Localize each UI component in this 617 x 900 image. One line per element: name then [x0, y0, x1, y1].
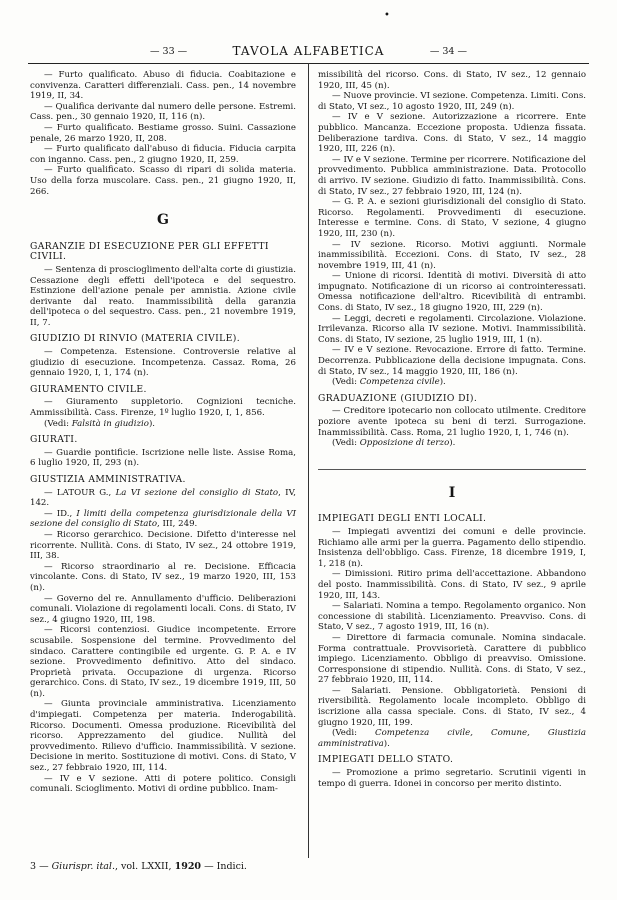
headword-garanzie: GARANZIE DI ESECUZIONE PER GLI EFFETTI CIVILI.	[30, 240, 269, 263]
headword-giustizia-amministrativa: GIUSTIZIA AMMINISTRATIVA.	[30, 474, 186, 485]
printer-dot: •	[384, 10, 390, 21]
index-entry: — Giunta provinciale amministrativa. Licenziamento d'impiegati. Competenza per materia. Inderogabilità. Ricorso. Documenti. Omessa produzione. Ricevibilità del ricorso. Apprezzamento del giudice. Nullità del provvedimento. Rilievo d'ufficio. Inammissibilità. V sezione. Decisione in merito. Sostituzione di motivi. Cons. di Stato, V sez., 27 febbraio 1920, III, 114.	[30, 699, 296, 774]
index-entry: — Sentenza di proscioglimento dell'alta corte di giustizia. Cessazione degli effetti dell'ipoteca e del sequestro. Estinzione dell'azione penale per amnistia. Azione civile derivante dal reato. Inammissibilità della garanzia dell'ipoteca o del sequestro. Cass. pen., 21 novembre 1919, II, 7.	[30, 264, 296, 328]
headword-graduazione: GRADUAZIONE (GIUDIZIO DI).	[318, 392, 478, 404]
index-entry: — ID., I limiti della competenza giurisdizionale della VI sezione del consiglio di Stato, III, 249.	[30, 508, 297, 530]
headword-giudizio-rinvio: GIUDIZIO DI RINVIO (MATERIA CIVILE).	[30, 333, 241, 345]
index-entry: — IV e V sezione. Atti di potere politico. Consigli comunali. Scioglimento. Motivi di ordine pubblico. Inam-	[30, 773, 296, 795]
index-entry: — Furto qualificato. Bestiame grosso. Suini. Cassazione penale, 26 marzo 1920, II, 208.	[30, 122, 296, 144]
index-entry: — Qualifica derivante dal numero delle persone. Estremi. Cass. pen., 30 gennaio 1920, II, 116 (n).	[30, 101, 296, 123]
index-entry: — Direttore di farmacia comunale. Nomina sindacale. Forma contrattuale. Provvisorietà. Carattere di pubblico impiego. Licenziamento. Obbligo di preavviso. Omissione. Corresponsione di stipendio. Nullità. Cons. di Stato, V sez., 27 febbraio 1920, III, 114.	[318, 632, 586, 686]
cross-reference: (Vedi: Competenza civile, Comune, Giustizia amministrativa).	[318, 728, 586, 749]
index-entry: — IV e V sezione. Autorizzazione a ricorrere. Ente pubblico. Mancanza. Eccezione proposta. Udienza fissata. Deliberazione tardiva. Cons. di Stato, V sez., 14 maggio 1920, III, 226 (n).	[318, 112, 586, 155]
page-footer: 3 — Giurispr. ital., vol. LXXII, 1920 — Indici.	[30, 861, 247, 872]
index-entry: — Competenza. Estensione. Controversie relative al giudizio di esecuzione. Incompetenza. Cassaz. Roma, 26 gennaio 1920, I, 1, 174 (n).	[30, 347, 296, 379]
index-entry: — Impiegati avventizi dei comuni e delle provincie. Richiamo alle armi per la guerra. Pagamento dello stipendio. Insistenza dell'obbligo. Cass. Firenze, 18 dicembre 1919, I, 1, 218 (n).	[318, 526, 586, 569]
section-letter-g: G	[157, 212, 169, 229]
index-entry: — Salariati. Pensione. Obbligatorietà. Pensioni di riversibilità. Regolamento locale incompleto. Obbligo di iscrizione alla cassa speciale. Cons. di Stato, IV sez., 4 giugno 1920, III, 199.	[318, 685, 586, 728]
page-number-left: — 33 —	[150, 46, 188, 57]
index-entry: — Governo del re. Annullamento d'ufficio. Deliberazioni comunali. Violazione di regolamenti locali. Cons. di Stato, IV sez., 4 giugno 1920, III, 198.	[30, 593, 296, 625]
cross-reference: (Vedi: Competenza civile).	[332, 377, 446, 388]
index-entry: — IV sezione. Ricorso. Motivi aggiunti. Normale inammissibilità. Eccezioni. Cons. di Stato, IV sez., 28 novembre 1919, III, 41 (n).	[318, 239, 586, 271]
index-entry: — IV e V sezione. Revocazione. Errore di fatto. Termine. Decorrenza. Pubblicazione della decisione impugnata. Cons. di Stato, IV sez., 14 maggio 1920, III, 186 (n).	[318, 345, 586, 377]
index-entry: — Furto qualificato dall'abuso di fiducia. Fiducia carpita con inganno. Cass. pen., 2 giugno 1920, II, 259.	[30, 144, 296, 165]
index-entry: — Ricorsi contenziosi. Giudice incompetente. Errore scusabile. Sospensione del termine. Provvedimento del sindaco. Carattere contingibile ed urgente. G. P. A. e IV sezione. Provvedimento definitivo. Atto del sindaco. Proprietà privata. Occupazione di urgenza. Ricorso gerarchico. Cons. di Stato, IV sez., 19 dicembre 1919, III, 50 (n).	[30, 625, 296, 699]
index-entry: — Nuove provincie. VI sezione. Competenza. Limiti. Cons. di Stato, VI sez., 10 agosto 1920, III, 249 (n).	[318, 91, 586, 112]
index-entry: — Salariati. Nomina a tempo. Regolamento organico. Non concessione di stabilità. Licenziamento. Preavviso. Cons. di Stato, V sez., 7 agosto 1919, III, 16 (n).	[318, 601, 586, 633]
page-number-right: — 34 —	[429, 46, 467, 57]
headword-impiegati-stato: IMPIEGATI DELLO STATO.	[318, 754, 454, 766]
index-entry: — Unione di ricorsi. Identità di motivi. Diversità di atto impugnato. Notificazione di un ricorso ai controinteressati. Omessa notificazione dell'altro. Ricevibilità di entrambi. Cons. di Stato, IV sez., 18 giugno 1920, III, 229 (n).	[318, 271, 586, 314]
cross-reference: (Vedi: Falsità in giudizio).	[44, 418, 156, 429]
index-entry: — Giuramento suppletorio. Cognizioni tecniche. Ammissibilità. Cass. Firenze, 1º luglio 1920, I, 1, 856.	[30, 397, 296, 419]
index-entry: — Leggi, decreti e regolamenti. Circolazione. Violazione. Irrilevanza. Ricorso alla IV sezione. Motivi. Inammissibilità. Cons. di Stato, IV sezione, 25 luglio 1919, III, 1 (n).	[318, 313, 586, 345]
page-header	[30, 44, 587, 62]
index-entry: — Dimissioni. Ritiro prima dell'accettazione. Abbandono del posto. Inammissibilità. Cons. di Stato, IV sez., 9 aprile 1920, III, 143.	[318, 569, 586, 601]
index-entry: — Ricorso gerarchico. Decisione. Difetto d'interesse nel ricorrente. Nullità. Cons. di Stato, IV sez., 24 ottobre 1919, III, 38.	[30, 529, 296, 562]
index-entry: — LATOUR G., La VI sezione del consiglio di Stato, IV, 142.	[30, 487, 297, 509]
index-entry: — Creditore ipotecario non collocato utilmente. Creditore poziore avente ipoteca su beni di terzi. Surrogazione. Inammissibilità. Cass. Roma, 21 luglio 1920, I, 1, 746 (n).	[318, 406, 586, 438]
index-entry: — Furto qualificato. Abuso di fiducia. Coabitazione e convivenza. Caratteri differenziali. Cass. pen., 14 novembre 1919, II, 34.	[30, 70, 296, 102]
index-entry: — IV e V sezione. Termine per ricorrere. Notificazione del provvedimento. Pubblica amministrazione. Data. Protocollo di arrivo. IV sezione. Giudizio di fatto. Inammissibilità. Cons. di Stato, IV sez., 27 febbraio 1920, III, 124 (n).	[318, 154, 586, 197]
section-rule	[318, 469, 586, 470]
index-entry: — Ricorso straordinario al re. Decisione. Efficacia vincolante. Cons. di Stato, IV sez., 19 marzo 1920, III, 153 (n).	[30, 561, 296, 593]
section-letter-i: I	[448, 484, 456, 501]
cross-reference: (Vedi: Opposizione di terzo).	[332, 438, 456, 449]
index-entry: — G. P. A. e sezioni giurisdizionali del consiglio di Stato. Ricorso. Regolamenti. Provvedimenti di esecuzione. Interesse e termine. Cons. di Stato, V sezione, 4 giugno 1920, III, 230 (n).	[318, 197, 586, 239]
headword-giurati: GIURATI.	[30, 434, 78, 446]
index-entry: — Guardie pontificie. Iscrizione nelle liste. Assise Roma, 6 luglio 1920, II, 293 (n).	[30, 447, 296, 469]
index-entry: missibilità del ricorso. Cons. di Stato, IV sez., 12 gennaio 1920, III, 45 (n).	[318, 70, 586, 91]
index-entry: — Promozione a primo segretario. Scrutinii vigenti in tempo di guerra. Idonei in concorso per merito distinto.	[318, 768, 586, 789]
headword-giuramento: GIURAMENTO CIVILE.	[30, 383, 147, 395]
headword-impiegati-enti-locali: IMPIEGATI DEGLI ENTI LOCALI.	[318, 513, 487, 525]
right-column	[318, 70, 586, 789]
index-entry: — Furto qualificato. Scasso di ripari di solida materia. Uso della forza muscolare. Cass. pen., 21 giugno 1920, II, 266.	[30, 165, 296, 197]
column-divider	[308, 63, 309, 858]
running-title: TAVOLA ALFABETICA	[232, 44, 385, 58]
left-column	[30, 70, 296, 795]
